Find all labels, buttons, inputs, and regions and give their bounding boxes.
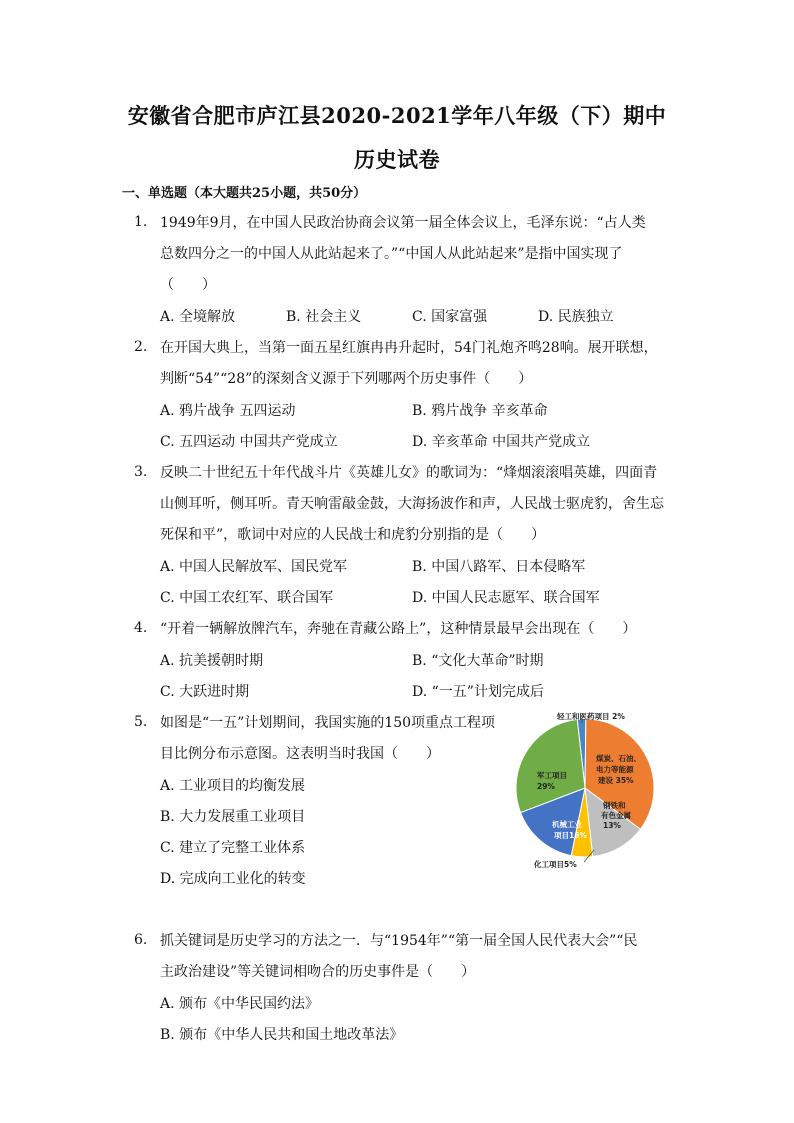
option-b[interactable]: B. 鸦片战争 辛亥革命	[412, 403, 548, 419]
pie-label-mach: 机械工业	[552, 820, 582, 829]
option-b[interactable]: B. 社会主义	[286, 309, 362, 325]
question-text: 在开国大典上，当第一面五星红旗冉冉升起时，54门礼炮齐鸣28响。展开联想，	[160, 340, 658, 356]
option-c[interactable]: C. 中国工农红军、联合国军	[160, 590, 334, 606]
pie-label-energy: 煤炭、石油、	[596, 754, 641, 763]
project-distribution-pie-chart	[505, 704, 665, 874]
option-a[interactable]: A. 鸦片战争 五四运动	[160, 403, 296, 419]
page-title: 安徽省合肥市庐江县2020-2021学年八年级（下）期中	[127, 103, 667, 128]
pie-label-mil: 29%	[537, 782, 555, 791]
option-b[interactable]: B. 颁布《中华人民共和国土地改革法》	[160, 1027, 404, 1043]
pie-label-energy: 建设 35%	[598, 776, 634, 785]
question-number: 4.	[134, 620, 148, 636]
question-text: 如图是“一五”计划期间，我国实施的150项重点工程项	[160, 715, 496, 731]
option-b[interactable]: B. 大力发展重工业项目	[160, 809, 306, 825]
option-d[interactable]: D. 中国人民志愿军、联合国军	[412, 590, 600, 606]
question-number: 5.	[134, 714, 148, 730]
pie-label-energy: 电力等能源	[596, 765, 634, 774]
option-d[interactable]: D. 完成向工业化的转变	[160, 871, 306, 887]
question-number: 2.	[134, 339, 148, 355]
pie-label-mach: 项目16%	[554, 831, 587, 840]
pie-label-chem: 化工项目5%	[534, 860, 577, 869]
option-d[interactable]: D. “一五”计划完成后	[412, 684, 544, 700]
question-text: 1949年9月，在中国人民政治协商会议第一届全体会议上，毛泽东说：“占人类	[160, 215, 646, 231]
question-number: 3.	[134, 464, 148, 480]
pie-label-steel: 钢铁和	[603, 801, 626, 810]
option-a[interactable]: A. 工业项目的均衡发展	[160, 778, 306, 794]
question-text: “开着一辆解放牌汽车，奔驰在青藏公路上”，这种情景最早会出现在（ ）	[160, 621, 637, 637]
page-subtitle: 历史试卷	[354, 147, 440, 172]
pie-label-mil: 军工项目	[537, 771, 567, 780]
section-header: 一、单选题（本大题共25小题，共50分）	[122, 186, 367, 201]
option-a[interactable]: A. 中国人民解放军、国民党军	[160, 559, 348, 575]
option-b[interactable]: B. 中国八路军、日本侵略军	[412, 559, 586, 575]
option-c[interactable]: C. 五四运动 中国共产党成立	[160, 434, 338, 450]
option-a[interactable]: A. 颁布《中华民国约法》	[160, 996, 320, 1012]
pie-label-steel: 有色金属	[601, 811, 631, 820]
question-text: 抓关键词是历史学习的方法之一．与“1954年”“第一届全国人民代表大会”“民	[160, 933, 638, 949]
question-text: 判断“54”“28”的深刻含义源于下列哪两个历史事件（ ）	[160, 371, 533, 387]
question-text: 山侧耳听，侧耳听。青天响雷敲金鼓，大海扬波作和声，人民战士驱虎豹，舍生忘	[160, 496, 664, 512]
option-c[interactable]: C. 建立了完整工业体系	[160, 840, 306, 856]
option-b[interactable]: B. “文化大革命”时期	[412, 653, 544, 669]
option-a[interactable]: A. 全境解放	[160, 309, 236, 325]
question-text: 目比例分布示意图。这表明当时我国（ ）	[160, 746, 440, 762]
question-text: 反映二十世纪五十年代战斗片《英雄儿女》的歌词为：“烽烟滚滚唱英雄，四面青	[160, 465, 658, 481]
question-text: 主政治建设”等关键词相吻合的历史事件是（ ）	[160, 964, 476, 980]
question-number: 1.	[134, 214, 148, 230]
question-number: 6.	[134, 932, 148, 948]
option-a[interactable]: A. 抗美援朝时期	[160, 653, 264, 669]
option-d[interactable]: D. 民族独立	[538, 309, 614, 325]
question-text: 总数四分之一的中国人从此站起来了。”“中国人从此站起来”是指中国实现了	[160, 246, 623, 262]
question-text: 死保和平”，歌词中对应的人民战士和虎豹分别指的是（ ）	[160, 527, 546, 543]
option-c[interactable]: C. 大跃进时期	[160, 684, 250, 700]
pie-label-light: 轻工和医药项目 2%	[557, 712, 625, 721]
pie-label-steel: 13%	[603, 821, 621, 830]
question-text: （ ）	[160, 277, 216, 293]
option-c[interactable]: C. 国家富强	[412, 309, 488, 325]
option-d[interactable]: D. 辛亥革命 中国共产党成立	[412, 434, 591, 450]
